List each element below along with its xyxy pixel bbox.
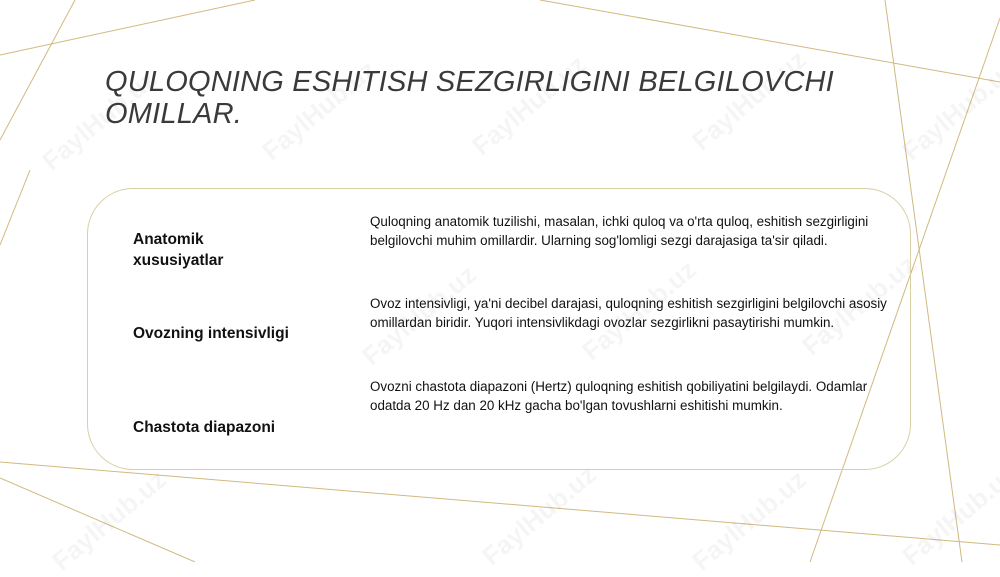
slide-title: QULOQNING ESHITISH SEZGIRLIGINI BELGILOVCHI OMILLAR. xyxy=(105,66,834,130)
item-text-frequency: Ovozni chastota diapazoni (Hertz) quloqning eshitish qobiliyatini belgilaydi. Odamlar odatda 20 Hz dan 20 kHz gacha bo'lgan tovushlarni eshitishi mumkin. xyxy=(370,379,868,413)
item-label-intensity: Ovozning intensivligi xyxy=(133,325,289,342)
item-label-anatomy: Anatomik xususiyatlar xyxy=(133,231,224,269)
item-text-intensity: Ovoz intensivligi, ya'ni decibel darajasi, quloqning eshitish sezgirligini belgilovchi asosiy omillardan biridir. Yuqori intensivlikdagi ovozlar sezgirlikni pasaytirishi mumkin. xyxy=(370,296,887,330)
item-label-frequency: Chastota diapazoni xyxy=(133,419,276,436)
item-text-anatomy: Quloqning anatomik tuzilishi, masalan, ichki quloq va o'rta quloq, eshitish sezgirligini belgilovchi muhim omillardir. Ularning sog'lomligi sezgi darajasiga ta'sir qiladi. xyxy=(370,214,869,248)
